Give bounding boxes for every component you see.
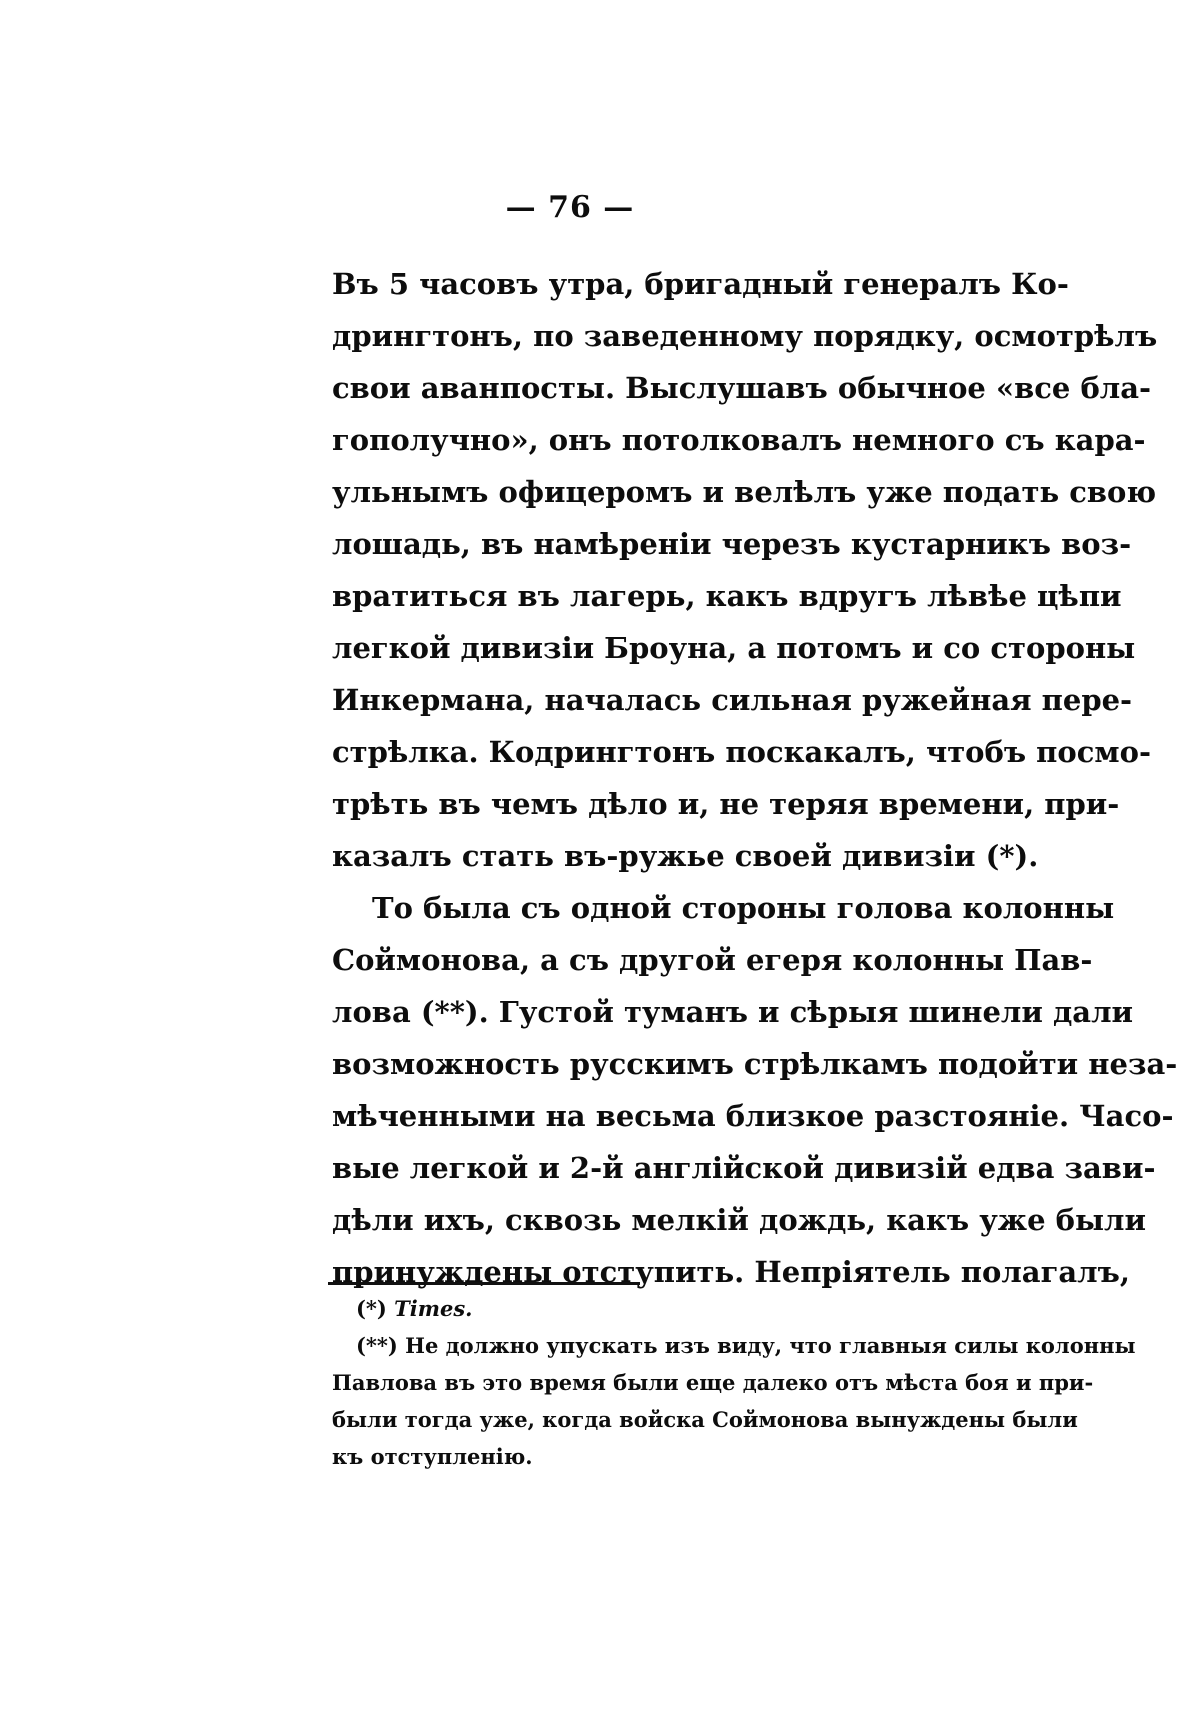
page-number: — 76 —: [505, 190, 635, 225]
text-line: вратиться въ лагерь, какъ вдругъ лѣвѣе цѣпи: [332, 579, 1122, 613]
footnote-times: [332, 1290, 1050, 1327]
footnote-line: (**) Не должно упускать изъ виду, что главныя силы колонны: [356, 1333, 1136, 1358]
footnote-divider: [328, 1282, 640, 1285]
text-line: ульнымъ офицеромъ и велѣлъ уже подать свою: [332, 475, 1157, 509]
text-line: мѣченными на весьма близкое разстояніе. Часо-: [332, 1099, 1174, 1133]
text-line: трѣть въ чемъ дѣло и, не теряя времени, при-: [332, 787, 1120, 821]
text-line: Въ 5 часовъ утра, бригадный генералъ Ко-: [332, 267, 1069, 301]
text-line: лова (**). Густой туманъ и сѣрыя шинели дали: [332, 995, 1134, 1029]
text-line: возможность русскимъ стрѣлкамъ подойти неза-: [332, 1047, 1177, 1081]
text-line: казалъ стать въ-ружье своей дивизіи (*).: [332, 839, 1039, 873]
text-line: Соймонова, а съ другой егеря колонны Пав-: [332, 943, 1093, 977]
text-line: То была съ одной стороны голова колонны: [372, 891, 1115, 925]
footnote-line: были тогда уже, когда войска Соймонова вынуждены были: [332, 1407, 1078, 1432]
text-line: легкой дивизіи Броуна, а потомъ и со стороны: [332, 631, 1136, 665]
footnote-line: къ отступленію.: [332, 1444, 533, 1469]
text-line: принуждены отступить. Непріятель полагалъ,: [332, 1255, 1130, 1289]
text-line: свои аванпосты. Выслушавъ обычное «все бла-: [332, 371, 1152, 405]
text-line: вые легкой и 2-й англійской дивизій едва зави-: [332, 1151, 1156, 1185]
footnote-source: Times.: [394, 1296, 473, 1321]
text-line: Инкермана, началась сильная ружейная пере-: [332, 683, 1133, 717]
text-line: дѣли ихъ, сквозь мелкій дождь, какъ уже были: [332, 1203, 1146, 1237]
footnote-marker: (*): [356, 1296, 387, 1321]
text-line: дрингтонъ, по заведенному порядку, осмотрѣлъ: [332, 319, 1158, 353]
footnotes: [332, 1290, 1136, 1475]
text-line: лошадь, въ намѣреніи черезъ кустарникъ воз-: [332, 527, 1132, 561]
main-text: [332, 258, 1177, 1298]
text-line: гополучно», онъ потолковалъ немного съ кара-: [332, 423, 1146, 457]
text-line: стрѣлка. Кодрингтонъ поскакалъ, чтобъ посмо-: [332, 735, 1151, 769]
footnote-line: Павлова въ это время были еще далеко отъ мѣста боя и при-: [332, 1370, 1094, 1395]
